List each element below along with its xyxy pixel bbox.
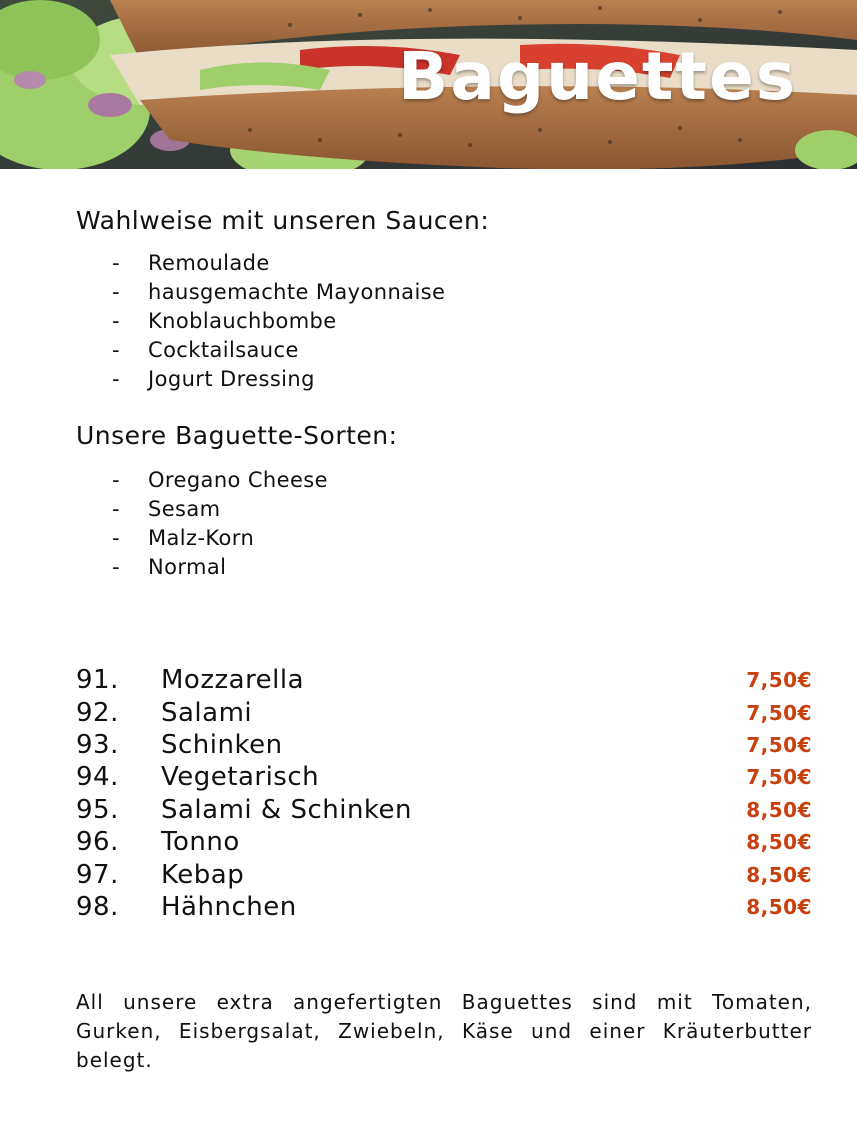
dash-bullet: - [112, 497, 120, 521]
bread-item: Sesam [148, 497, 221, 521]
menu-row [76, 729, 812, 761]
item-name: Salami & Schinken [161, 794, 413, 825]
bread-item: Malz-Korn [148, 526, 255, 550]
item-number: 94. [76, 762, 119, 793]
menu-row [76, 696, 812, 728]
item-name: Kebap [161, 859, 245, 890]
item-number: 92. [76, 697, 119, 728]
dash-bullet: - [112, 338, 120, 362]
item-name: Hähnchen [161, 891, 297, 922]
list-item [112, 249, 445, 278]
item-number: 93. [76, 729, 119, 760]
item-number: 96. [76, 827, 119, 858]
sauces-list [112, 249, 445, 394]
item-name: Vegetarisch [161, 762, 320, 793]
item-name: Salami [161, 697, 253, 728]
dash-bullet: - [112, 251, 120, 275]
item-number: 95. [76, 794, 119, 825]
page-title: Baguettes [398, 38, 797, 115]
dash-bullet: - [112, 309, 120, 333]
sauce-item: Remoulade [148, 251, 270, 275]
menu-row [76, 794, 812, 826]
menu-row [76, 664, 812, 696]
dash-bullet: - [112, 555, 120, 579]
item-price: 7,50€ [746, 668, 812, 693]
sauce-item: hausgemachte Mayonnaise [148, 280, 446, 304]
item-price: 8,50€ [746, 894, 812, 919]
list-item [112, 466, 328, 495]
item-name: Schinken [161, 729, 283, 760]
item-number: 97. [76, 859, 119, 890]
dash-bullet: - [112, 526, 120, 550]
menu-row [76, 826, 812, 858]
sauce-item: Cocktailsauce [148, 338, 299, 362]
item-name: Mozzarella [161, 665, 305, 696]
list-item [112, 495, 328, 524]
item-number: 98. [76, 891, 119, 922]
sauces-heading: Wahlweise mit unseren Saucen: [76, 206, 490, 235]
dash-bullet: - [112, 367, 120, 391]
list-item [112, 336, 445, 365]
list-item [112, 553, 328, 582]
item-price: 7,50€ [746, 700, 812, 725]
item-name: Tonno [161, 827, 240, 858]
item-price: 8,50€ [746, 830, 812, 855]
footer-note: All unsere extra angefertigten Baguettes sind mit Tomaten, Gurken, Eisbergsalat, Zwiebeln, Käse und einer Kräuterbutter belegt. [76, 990, 812, 1072]
dash-bullet: - [112, 468, 120, 492]
menu-row [76, 891, 812, 923]
bread-item: Oregano Cheese [148, 468, 328, 492]
item-price: 8,50€ [746, 862, 812, 887]
list-item [112, 307, 445, 336]
item-price: 7,50€ [746, 765, 812, 790]
item-price: 7,50€ [746, 732, 812, 757]
list-item [112, 278, 445, 307]
breads-list [112, 466, 328, 582]
menu-row [76, 858, 812, 890]
sauce-item: Jogurt Dressing [148, 367, 315, 391]
breads-heading: Unsere Baguette-Sorten: [76, 421, 398, 450]
sauce-item: Knoblauchbombe [148, 309, 337, 333]
list-item [112, 524, 328, 553]
item-number: 91. [76, 665, 119, 696]
menu-row [76, 761, 812, 793]
hero-banner [0, 0, 857, 169]
dash-bullet: - [112, 280, 120, 304]
list-item [112, 365, 445, 394]
price-list [76, 664, 812, 923]
item-price: 8,50€ [746, 797, 812, 822]
bread-item: Normal [148, 555, 227, 579]
